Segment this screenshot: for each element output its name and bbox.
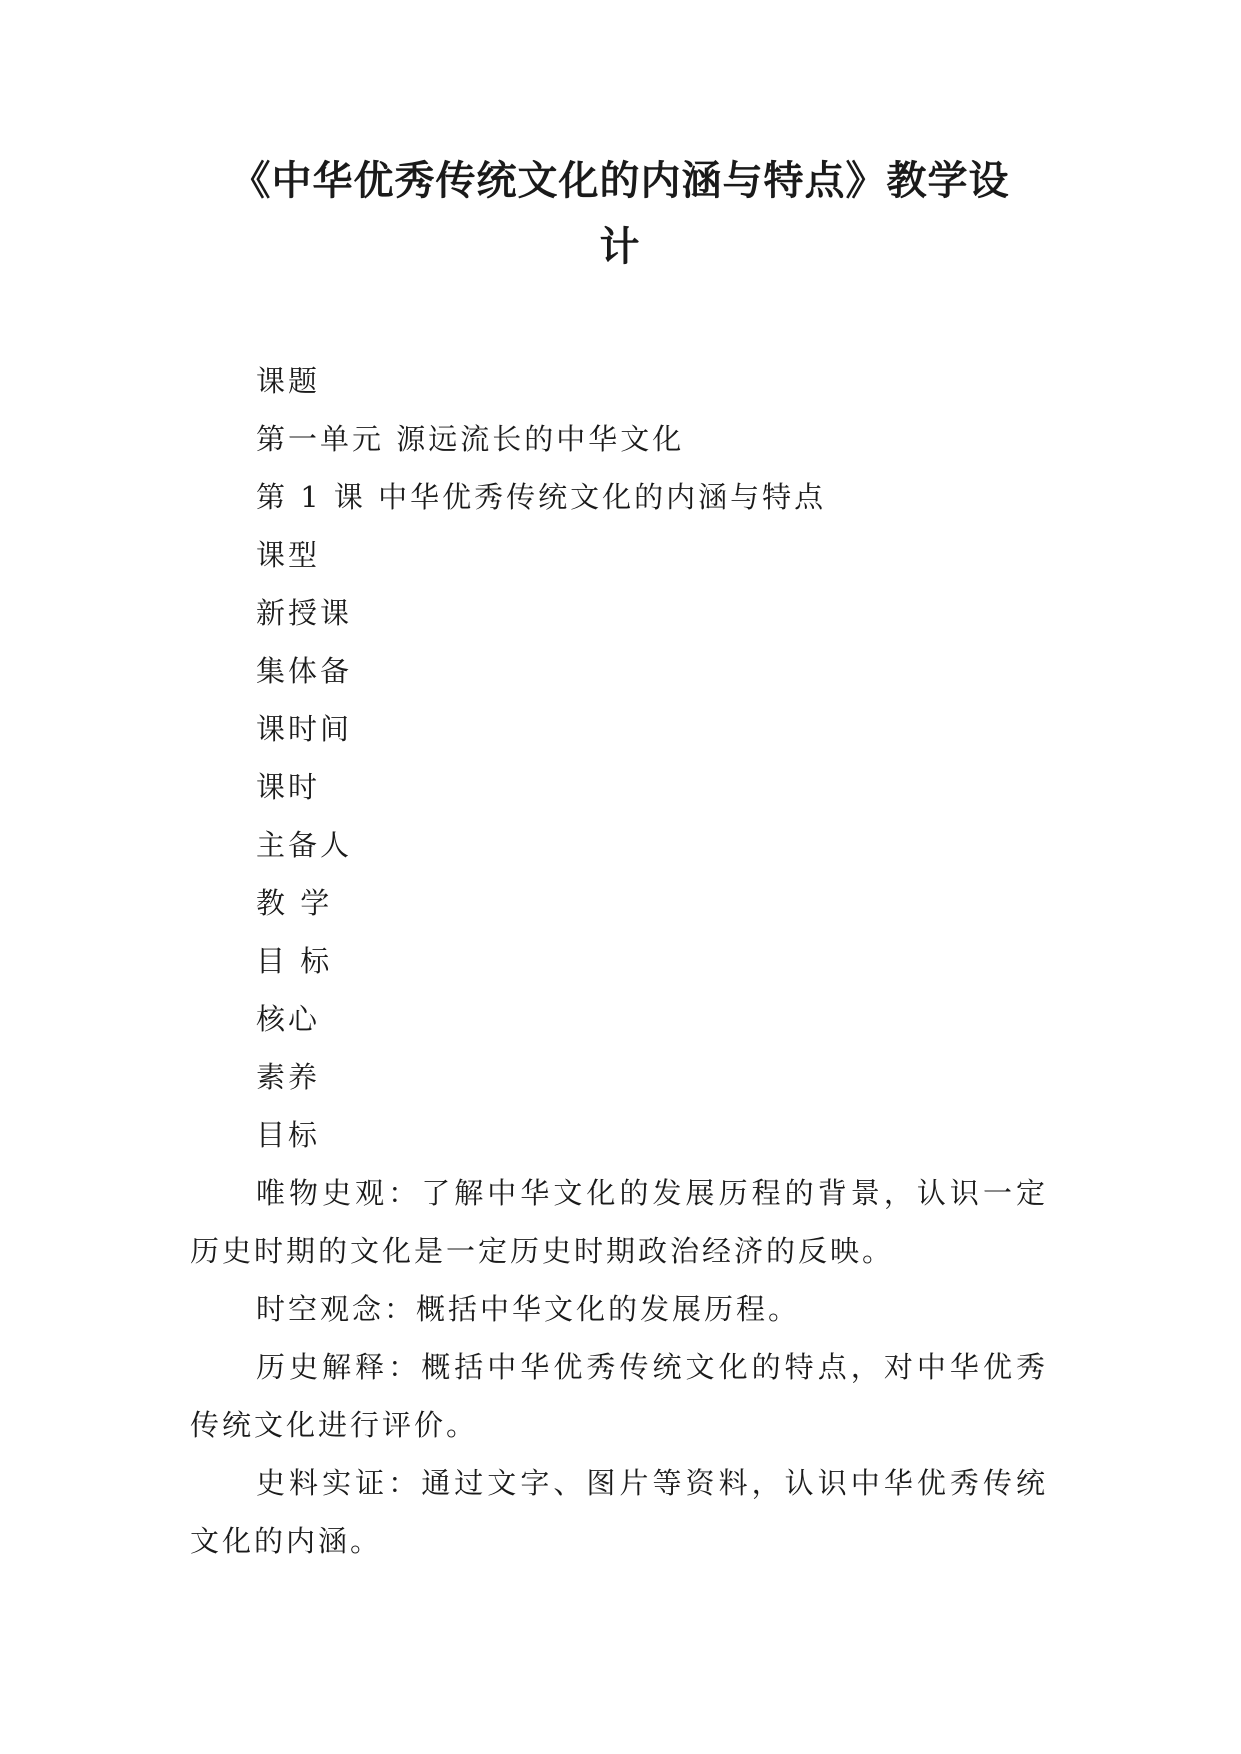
line-lesson: 第 1 课 中华优秀传统文化的内涵与特点 [256,480,827,514]
line-lesson-type: 新授课 [256,596,353,630]
paragraph-historical-materialism: 唯物史观：了解中华文化的发展历程的背景，认识一定历史时期的文化是一定历史时期政治经济的反映。 [190,1176,1048,1268]
line-teaching: 教 学 [256,886,333,920]
line-lesson-topic-label: 课题 [256,364,321,398]
line-lesson-type-label: 课型 [256,538,321,572]
line-literacy: 素养 [256,1060,321,1094]
line-objectives: 目 标 [256,944,333,978]
document-title [180,148,1060,280]
line-lead-preparer: 主备人 [256,828,353,862]
title-line-1: 《中华优秀传统文化的内涵与特点》教学设 [230,158,1010,204]
line-collective-prep: 集体备 [256,654,353,688]
title-line-2: 计 [599,224,641,270]
line-core: 核心 [256,1002,321,1036]
line-unit: 第一单元 源远流长的中华文化 [256,422,685,456]
paragraph-historical-interpretation: 历史解释：概括中华优秀传统文化的特点，对中华优秀传统文化进行评价。 [190,1350,1048,1442]
line-goals: 目标 [256,1118,321,1152]
document-body [190,352,1048,1570]
line-class-hours: 课时 [256,770,321,804]
paragraph-spatiotemporal: 时空观念：概括中华文化的发展历程。 [256,1292,801,1326]
line-class-time: 课时间 [256,712,353,746]
paragraph-historical-evidence: 史料实证：通过文字、图片等资料，认识中华优秀传统文化的内涵。 [190,1466,1048,1558]
